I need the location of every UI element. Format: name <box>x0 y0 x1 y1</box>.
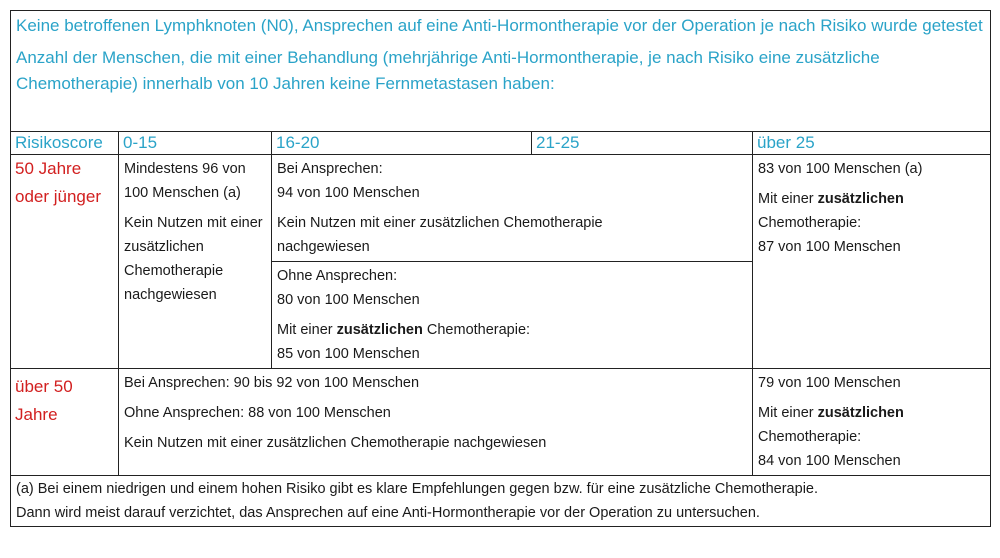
footnote <box>11 476 991 527</box>
young-response-cell <box>272 155 753 262</box>
young-high-chemo-bold: zusätzlichen <box>817 191 904 207</box>
young-no-response-cell <box>272 262 753 369</box>
age-cell-young: 50 Jahre oder jünger <box>11 155 119 369</box>
table-header-row <box>11 11 991 132</box>
old-high-chemo <box>758 401 985 473</box>
col-header-16-20: 16-20 <box>272 132 532 155</box>
header-title: Keine betroffenen Lymphknoten (N0), Ansprechen auf eine Anti-Hormontherapie vor der Operation je nach Risiko wurde getestet <box>16 16 983 35</box>
results-table-container <box>10 10 990 548</box>
young-high-result: 83 von 100 Menschen (a) <box>758 161 923 177</box>
footnote-line-2: Dann wird meist darauf verzichtet, das Ansprechen auf eine Anti-Hormontherapie vor der Operation zu untersuchen. <box>16 505 760 521</box>
col-header-over-25: über 25 <box>753 132 991 155</box>
header-subtitle: Anzahl der Menschen, die mit einer Behandlung (mehrjährige Anti-Hormontherapie, je nach Risiko eine zusätzliche Chemotherapie) innerhalb von 10 Jahren keine Fernmetastasen haben: <box>16 48 880 93</box>
table-row-old <box>11 369 991 476</box>
young-low-risk-cell <box>119 155 272 369</box>
young-high-chemo-pre: Mit einer <box>758 191 814 207</box>
col-header-0-15: 0-15 <box>119 132 272 155</box>
age-cell-old: über 50 Jahre <box>11 369 119 476</box>
young-response-value: 94 von 100 Menschen <box>277 185 420 201</box>
young-no-response-chemo-value: 85 von 100 Menschen <box>277 346 420 362</box>
young-no-response-chemo <box>277 318 747 342</box>
young-no-response-value: 80 von 100 Menschen <box>277 292 420 308</box>
young-low-result: Mindestens 96 von 100 Menschen (a) <box>124 161 246 201</box>
young-low-note: Kein Nutzen mit einer zusätzlichen Chemotherapie nachgewiesen <box>124 215 263 303</box>
old-response: Bei Ansprechen: 90 bis 92 von 100 Menschen <box>124 375 420 391</box>
col-header-21-25: 21-25 <box>532 132 753 155</box>
old-main-cell <box>119 369 753 476</box>
column-header-row <box>11 132 991 155</box>
old-note: Kein Nutzen mit einer zusätzlichen Chemotherapie nachgewiesen <box>124 435 547 451</box>
young-noresp-chemo-post: Chemotherapie: <box>426 322 531 338</box>
old-no-response: Ohne Ansprechen: 88 von 100 Menschen <box>124 405 391 421</box>
old-high-chemo-post: Chemotherapie: <box>758 429 862 445</box>
young-noresp-chemo-pre: Mit einer <box>277 322 333 338</box>
young-response-title: Bei Ansprechen: <box>277 161 383 177</box>
young-high-risk-cell <box>753 155 991 369</box>
old-high-chemo-bold: zusätzlichen <box>817 405 904 421</box>
table-row-young <box>11 155 991 262</box>
col-header-risk: Risikoscore <box>11 132 119 155</box>
young-high-chemo-value: 87 von 100 Menschen <box>758 239 901 255</box>
young-response-note: Kein Nutzen mit einer zusätzlichen Chemotherapie nachgewiesen <box>277 215 603 255</box>
old-high-chemo-value: 84 von 100 Menschen <box>758 453 901 469</box>
old-high-result: 79 von 100 Menschen <box>758 375 901 391</box>
young-no-response-title: Ohne Ansprechen: <box>277 268 398 284</box>
footnote-row <box>11 476 991 527</box>
young-high-chemo-post: Chemotherapie: <box>758 215 862 231</box>
old-high-chemo-pre: Mit einer <box>758 405 814 421</box>
table-header <box>11 11 991 132</box>
old-high-risk-cell <box>753 369 991 476</box>
results-table <box>10 10 991 527</box>
young-noresp-chemo-bold: zusätzlichen <box>336 322 423 338</box>
footnote-line-1: (a) Bei einem niedrigen und einem hohen Risiko gibt es klare Empfehlungen gegen bzw. für eine zusätzliche Chemotherapie. <box>16 481 819 497</box>
young-high-chemo <box>758 187 985 259</box>
